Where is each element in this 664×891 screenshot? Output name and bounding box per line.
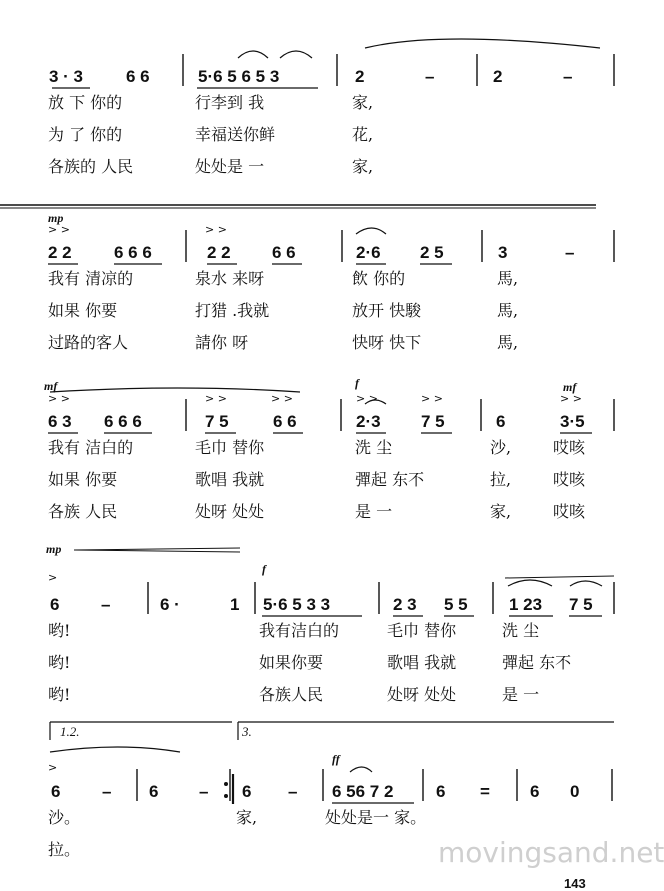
note: 7 5	[205, 412, 229, 431]
lyric: 处呀 处处	[387, 685, 457, 704]
note: 5 5	[444, 595, 468, 614]
note: 5·6 5 6 5 3	[198, 67, 280, 86]
accent-mark: > >	[421, 392, 443, 405]
note: 2·3	[356, 412, 381, 431]
note: –	[288, 782, 298, 801]
repeat-dot	[224, 782, 228, 786]
note: 6 3	[48, 412, 72, 431]
note: 1 23	[509, 595, 543, 614]
note: 2 2	[207, 243, 231, 262]
lyric: 拉,	[490, 470, 512, 489]
dynamic-mark: f	[355, 376, 359, 390]
lyric: 是 一	[355, 502, 393, 521]
note: 2	[355, 67, 365, 86]
accent-mark: > >	[205, 223, 227, 236]
note: 6 6	[272, 243, 296, 262]
accent-mark: > >	[205, 392, 227, 405]
accent-mark: > >	[271, 392, 293, 405]
lyric: 沙。	[48, 808, 81, 827]
lyric: 哎咳	[553, 438, 586, 457]
lyric: 馬,	[497, 301, 519, 320]
lyric: 幸福送你鲜	[195, 125, 276, 144]
lyric: 歌唱 我就	[195, 470, 265, 489]
note: =	[480, 782, 490, 801]
lyric: 各族 人民	[48, 502, 118, 521]
lyric: 如果 你要	[48, 470, 118, 489]
slur	[280, 51, 312, 58]
lyric: 哎咳	[553, 502, 586, 521]
note: 2 2	[48, 243, 72, 262]
accent-mark: > >	[356, 392, 378, 405]
note: 6	[149, 782, 159, 801]
volta-second-label: 3.	[242, 724, 252, 739]
lyric: 放开 快駿	[352, 301, 422, 320]
dynamic-mark: mp	[46, 542, 62, 556]
note: 1	[230, 595, 240, 614]
rule	[505, 576, 614, 578]
slur	[356, 228, 386, 234]
note: 7 5	[569, 595, 593, 614]
note: 5·6 5 3 3	[263, 595, 331, 614]
note: 6 6	[273, 412, 297, 431]
note: 2 3	[393, 595, 417, 614]
note: 6	[242, 782, 252, 801]
note: 6 ·	[160, 595, 180, 614]
note: 6	[436, 782, 446, 801]
lyric: 处呀 处处	[195, 502, 265, 521]
lyric: 家,	[352, 93, 374, 112]
accent-mark: > >	[560, 392, 582, 405]
note: –	[102, 782, 112, 801]
accent-mark: > >	[48, 392, 70, 405]
lyric: 哎咳	[553, 470, 586, 489]
slur	[365, 39, 600, 48]
slur	[50, 388, 300, 392]
hairpin	[74, 548, 240, 550]
lyric: 洗 尘	[502, 621, 540, 640]
note: 3·5	[560, 412, 585, 431]
slur	[508, 580, 552, 586]
volta-first-label: 1.2.	[60, 724, 80, 739]
dynamic-mark: f	[262, 562, 266, 576]
lyric: 馬,	[497, 269, 519, 288]
lyric: 泉水 来呀	[195, 269, 265, 288]
note: 2 5	[420, 243, 444, 262]
slur	[50, 747, 180, 752]
note: 2·6	[356, 243, 381, 262]
note: –	[101, 595, 111, 614]
lyric: 放 下 你的	[48, 93, 123, 112]
note: 0	[570, 782, 580, 801]
lyric: 哟!	[48, 653, 71, 672]
note: –	[563, 67, 573, 86]
watermark: movingsand.net	[438, 836, 664, 869]
lyric: 为 了 你的	[48, 125, 123, 144]
note: 6	[496, 412, 506, 431]
lyric: 如果你要	[259, 653, 324, 672]
accent-mark: > >	[48, 223, 70, 236]
note: 6 6	[126, 67, 150, 86]
lyric: 彈起 东不	[502, 653, 572, 672]
note: 6	[530, 782, 540, 801]
slur	[238, 51, 268, 58]
lyric: 毛巾 替你	[195, 438, 265, 457]
note: 6	[50, 595, 60, 614]
lyric: 是 一	[502, 685, 540, 704]
lyric: 請你 呀	[195, 333, 249, 352]
lyric: 彈起 东不	[355, 470, 425, 489]
note: –	[199, 782, 209, 801]
lyric: 哟!	[48, 621, 71, 640]
lyric: 各族的 人民	[48, 157, 134, 176]
note: –	[425, 67, 435, 86]
lyric: 飲 你的	[352, 269, 406, 288]
repeat-dot	[224, 794, 228, 798]
lyric: 拉。	[48, 840, 81, 859]
lyric: 毛巾 替你	[387, 621, 457, 640]
lyric: 我有洁白的	[259, 621, 340, 640]
note: 2	[493, 67, 503, 86]
note: 3 · 3	[49, 67, 84, 86]
note: 7 5	[421, 412, 445, 431]
lyric: 过路的客人	[48, 333, 129, 352]
slur	[350, 767, 372, 772]
note: 3	[498, 243, 508, 262]
dynamic-mark: ff	[332, 752, 340, 766]
dynamic-mark: mf	[44, 379, 58, 393]
lyric: 如果 你要	[48, 301, 118, 320]
lyric: 打猎 .我就	[195, 301, 270, 320]
note: 6 56 7 2	[332, 782, 394, 801]
lyric: 我有 洁白的	[48, 438, 134, 457]
lyric: 花,	[352, 125, 374, 144]
note: 6	[51, 782, 61, 801]
lyric: 快呀 快下	[352, 333, 422, 352]
note: 6 6 6	[114, 243, 152, 262]
lyric: 家,	[490, 502, 512, 521]
lyric: 各族人民	[259, 685, 324, 704]
lyric: 我有 清凉的	[48, 269, 134, 288]
dynamic-mark: mf	[563, 380, 577, 394]
lyric: 洗 尘	[355, 438, 393, 457]
lyric: 沙,	[490, 438, 512, 457]
lyric: 处处是 一	[195, 157, 265, 176]
hairpin	[74, 550, 240, 552]
lyric: 哟!	[48, 685, 71, 704]
lyric: 行李到 我	[195, 93, 265, 112]
lyric: 家,	[352, 157, 374, 176]
note: 6 6 6	[104, 412, 142, 431]
lyric: 歌唱 我就	[387, 653, 457, 672]
accent-mark: >	[48, 761, 58, 774]
lyric: 家,	[236, 808, 258, 827]
note: –	[565, 243, 575, 262]
dynamic-mark: mp	[48, 211, 64, 225]
lyric: 馬,	[497, 333, 519, 352]
slur	[570, 581, 602, 586]
accent-mark: >	[48, 571, 58, 584]
lyric: 处处是一 家。	[325, 808, 427, 827]
page-number: 143	[564, 876, 586, 891]
